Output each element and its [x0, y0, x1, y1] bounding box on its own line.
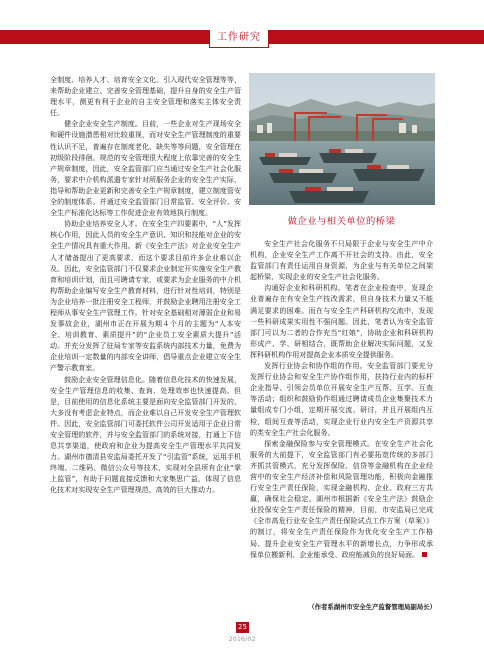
section-title: 工作研究 [209, 30, 269, 48]
paragraph: 发挥行业协会和协作组的作用。安全监管部门要充分发挥行业协会和安全生产协作组作用，扶持行业内的标杆企业指导、引领会员单位开展安全生产互帮、互学、互查等活动；组织和鼓励协作组通过聘请成员企业集聚技术力量组成专门小组，定期开展交流、研讨，并且开展组内互检，组间互查等活动，实现企业行业内安全生产资源共享的类安全生产社会化服务。 [250, 361, 433, 437]
paragraph: 安全生产社会化服务不只局限于企业与安全生产中介机构，企业安全生产工作离不开社会的支持。由此，安全监管部门有责任运用自身资源，为企业与有关单位之间架起桥梁，实现企业的安全生产社会化服务。 [250, 239, 433, 282]
right-column [250, 238, 433, 600]
author-note: （作者系湖州市安全生产监督管理局副局长） [308, 603, 436, 611]
harbor-photo-illustration [249, 73, 435, 205]
paragraph: 协助企业培养安全人才。在安全生产四要素中，“人”发挥核心作用，因此人员的安全生产意识、知识和技能对企业的安全生产情况具有重大作用。新《安全生产法》对企业安全生产人才储备提出了更高要求，而这个要求目前许多企业难以企及。因此，安全监管部门不仅要求企业制定开实施安全生产教育和培训计划，而且可聘请专家，或要求为企业服务的中介机构帮助企业编写安全生产教育材料，进行针对性培训，特别是为企业培养一批注册安全工程师，并鼓励企业聘用注册安全工程师从事安全生产管理工作。针对安全基础相对薄弱企业和易发事故企业，湖州市正在开展为期４个月的主题为“人本安全、培训教育、素质提升”的“企业员工安全素质大提升”活动。并充分发挥了驻局专家等安监系统内部技术力量，免费为企业培训一定数量的内部安全讲师，倡导重点企业建立安全生产警示教育室。 [50, 219, 241, 373]
paragraph: 鼓励企业安全管理信息化。随着信息化技术的快速发展，安全生产管理信息的收集、查询、处理效率也快速提高。但是，目前使用的信息化系统主要是面向安全监管部门开发的，大多没有考虑企业特点，而企业难以自己开发安全生产管理软件。因此，安全监管部门可委托软件公司开发适用于企业日常安全管理的软件，并与安全监管部门的系统对接，打通上下信息共享渠道，使政府和企业为提高安全生产管理水平共同发力。湖州市德清县安监局委托开发了“引监管”系统，运用手机终端、二维码、微信公众号等技术，实现对全县所有企业“掌上监管”，有助于问题直接反馈和大家集思广益，体现了信息化技术对实现安全生产管理规范、高效的巨大推动力。 [50, 374, 241, 495]
paragraph: 全制度、培养人才、培育安全文化、引入现代安全管理等等，来帮助企业建立、完善安全管理基础，提升自身的安全生产管理水平，测更有利于企业的自主安全管理和落实主体安全责任。 [50, 75, 241, 118]
subsection-heading: 做企业与相关单位的桥梁 [287, 216, 396, 227]
harbor-photo [249, 73, 435, 205]
paragraph: 沟通好企业和科研机构。笔者在企业检查中，发现企业普遍存在有安全生产技改需求，但自身技术力量又不能满足要求的困难。而在与安全生产科研机构交流中，发现一些科研成果实用性不强问题。因此，笔者认为安全监管部门可以为二者的合作充当“红娘”，协助企业和科研机构形成产、学、研相结合，既帮助企业解决实际问题，又发挥科研机构作用对提高企业本质安全提供服务。 [250, 283, 433, 359]
end-mark-icon [422, 552, 427, 557]
issue-date: 2016/02 [228, 635, 256, 643]
paragraph [250, 438, 433, 560]
page-number: 25 [236, 622, 249, 633]
left-column [50, 74, 241, 600]
paragraph: 健全企业安全生产制度。目前，一些企业对生产现场安全和硬件设施潜患相对比较重视，而对安全生产管理制度的重要性认识不足，普遍存在制度老化、缺失等等问题，安全管理在初级阶段徘徊。规范的安全管理很大程度上依靠完善的安全生产规章制度，因此，安全监管部门应当通过安全生产社会化服务，要求中介机构派遣专家针对所服务企业的安全生产实际，指导和帮助企业更新和完善安全生产规章制度，建立制度管安全的制度体系。并通过安全监管部门日常监管、安全评价、安全生产标准化达标等工作促进企业有效地执行制度。 [50, 119, 241, 218]
paragraph-text: 探索金融保险参与安全管理模式。在安全生产社会化服务的大前提下，安全监管部门有必要拓宽传统的多部门齐抓共管模式，充分发挥保险、信贷等金融机构在企业经营中的安全生产经济补偿和风险管理功能，积极向金融推行安全生产责任保险，实现金融机构、企业、政府三方共赢，确保社会稳定。湖州市根据新《安全生产法》鼓励企业投保安全生产责任保险的精神，目前，市安监局已完成《全市高危行业安全生产责任保险试点工作方案（草案）》的制订，将安全生产责任保险作为优化安全生产工作格局、提升企业安全生产管理水平的新增长点，力争形成承保单位搬新利、企业能承受、政府能减负的良好局面。 [250, 438, 433, 559]
